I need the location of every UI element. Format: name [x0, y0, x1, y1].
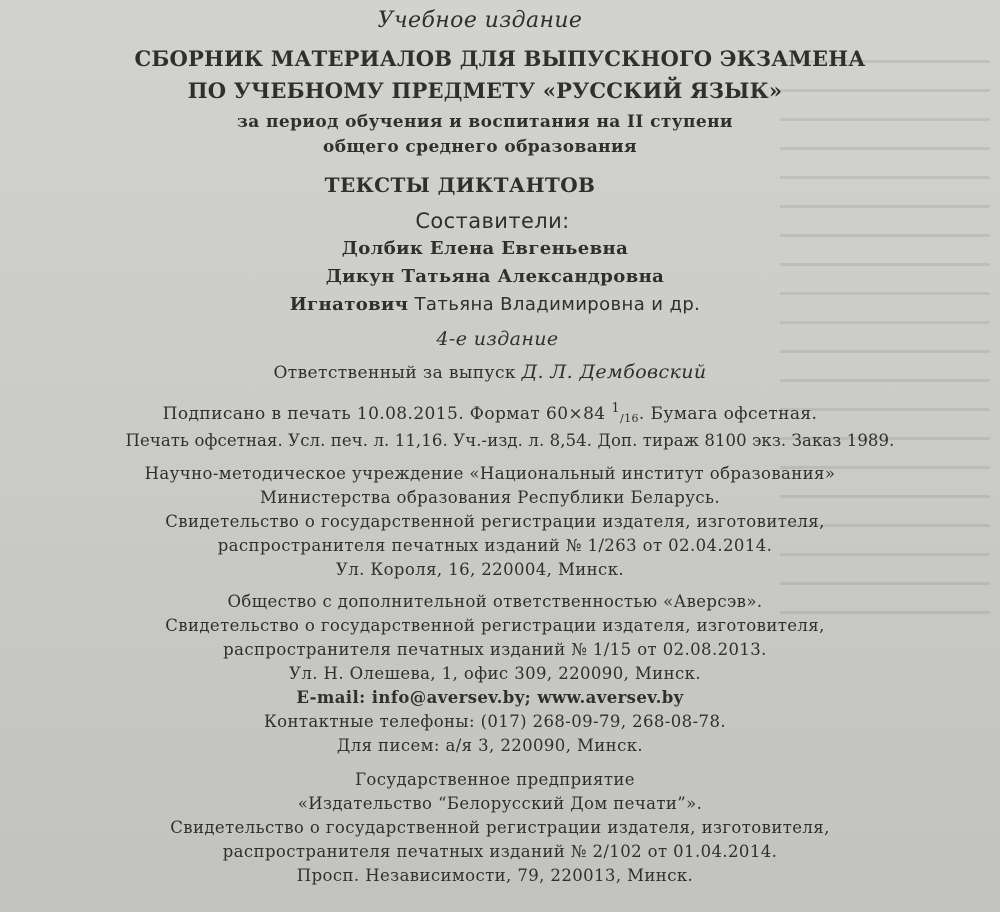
section-title: ТЕКСТЫ ДИКТАНТОВ	[324, 173, 596, 197]
print-info-1b: . Бумага офсетная.	[638, 404, 818, 424]
responsible-label: Ответственный за выпуск	[273, 363, 516, 383]
edition-number: 4-е издание	[436, 328, 559, 350]
publisher-phones: Контактные телефоны: (017) 268-09-79, 268-08-78.	[264, 712, 726, 731]
printer-line-1: Государственное предприятие	[355, 770, 635, 789]
responsible-line	[0, 361, 1000, 383]
subtitle-line-1: за период обучения и воспитания на II ступени	[237, 112, 733, 132]
printer-line-3: Свидетельство о государственной регистрации издателя, изготовителя,	[170, 818, 830, 837]
title-line-2: ПО УЧЕБНОМУ ПРЕДМЕТУ «РУССКИЙ ЯЗЫК»	[187, 78, 783, 103]
printer-line-2: «Издательство “Белорусский Дом печати”».	[297, 794, 703, 813]
publisher-line-3: распространителя печатных изданий № 1/15 от 02.08.2013.	[223, 640, 767, 659]
institute-line-1: Научно-методическое учреждение «Национальный институт образования»	[144, 464, 836, 483]
printer-line-4: распространителя печатных изданий № 2/102 от 01.04.2014.	[222, 842, 778, 861]
institute-line-5: Ул. Короля, 16, 220004, Минск.	[335, 560, 625, 579]
edition-type: Учебное издание	[377, 8, 583, 33]
institute-line-3: Свидетельство о государственной регистрации издателя, изготовителя,	[165, 512, 825, 531]
title-line-1: СБОРНИК МАТЕРИАЛОВ ДЛЯ ВЫПУСКНОГО ЭКЗАМЕНА	[134, 46, 866, 71]
responsible-name: Д. Л. Дембовский	[521, 361, 707, 383]
print-info-line-1	[0, 401, 1000, 425]
format-fraction-denominator: /16	[620, 412, 639, 425]
institute-line-4: распространителя печатных изданий № 1/263 от 02.04.2014.	[217, 536, 773, 555]
publisher-line-1: Общество с дополнительной ответственностью «Аверсэв».	[227, 592, 763, 611]
compilers-label: Составители:	[415, 209, 570, 233]
compiler-2: Дикун Татьяна Александровна	[325, 266, 665, 287]
print-info-1a: Подписано в печать 10.08.2015. Формат 60×84	[162, 404, 606, 424]
publisher-mail-address: Для писем: а/я 3, 220090, Минск.	[336, 736, 644, 755]
compiler-3	[0, 294, 1000, 315]
institute-line-2: Министерства образования Республики Беларусь.	[259, 488, 721, 507]
print-info-line-2: Печать офсетная. Усл. печ. л. 11,16. Уч.-изд. л. 8,54. Доп. тираж 8100 экз. Заказ 1989.	[125, 431, 895, 450]
format-fraction-numerator: 1	[611, 401, 620, 416]
compiler-3-name: Татьяна Владимировна и др.	[414, 294, 701, 315]
publisher-line-2: Свидетельство о государственной регистрации издателя, изготовителя,	[165, 616, 825, 635]
printer-line-5: Просп. Независимости, 79, 220013, Минск.	[296, 866, 694, 885]
compiler-1: Долбик Елена Евгеньевна	[341, 238, 629, 259]
publisher-contacts-email: E-mail: info@aversev.by; www.aversev.by	[296, 688, 684, 707]
publisher-line-4: Ул. Н. Олешева, 1, офис 309, 220090, Минск.	[289, 664, 701, 683]
compiler-3-surname: Игнатович	[289, 294, 409, 315]
subtitle-line-2: общего среднего образования	[323, 137, 637, 157]
